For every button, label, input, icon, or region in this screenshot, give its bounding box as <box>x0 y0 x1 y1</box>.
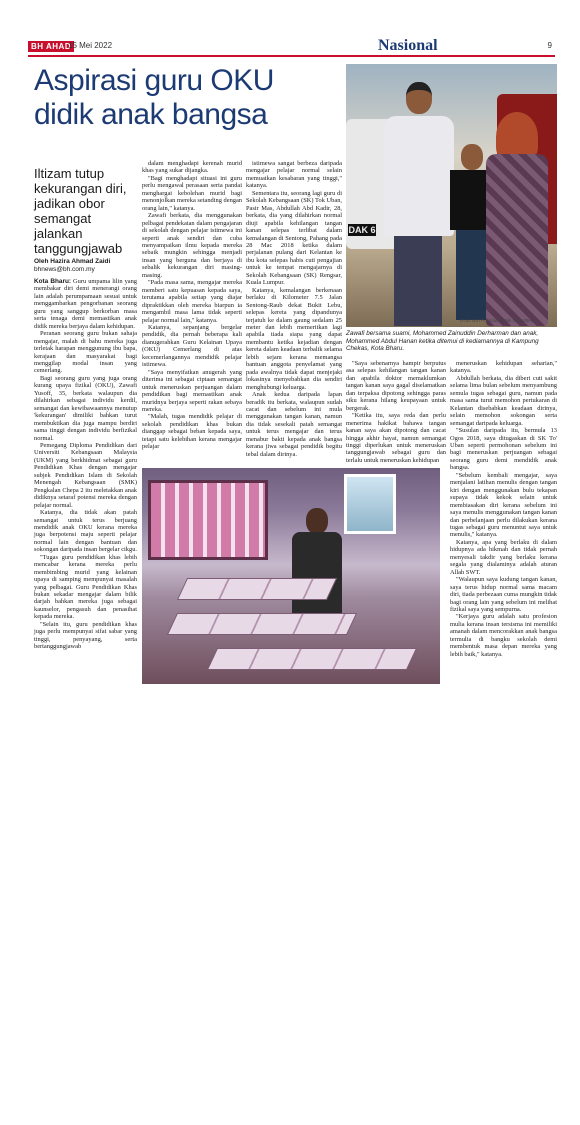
article-column-3 <box>246 160 342 460</box>
masthead <box>28 39 555 57</box>
article-paragraph: "Tugas guru pendidikan khas lebih mencabar kerana mereka perlu membimbing murid yang kelainan upaya di samping mempunyai masalah yang pelbagai. Guru Pendidikan Khas bukan sekadar mengajar dalam bilik darjah bahkan mereka juga sebagai kaunselor, pengasuh dan penasihat kepada mereka. <box>34 553 137 621</box>
teacher-figure <box>292 508 342 618</box>
article-column-5 <box>450 360 557 693</box>
top-photo-caption: Zawafi bersama suami, Mohammed Zainuddin Derharman dan anak, Mohammed Abdul Hanan ketika ditemui di kediamannya di Kampung Chekas, Kota Bharu. <box>346 330 539 353</box>
article-paragraph: "Malah, tugas mendidik pelajar di sekolah pendidikan khas bukan dianggap sebagai beban kepada saya, tetapi satu kelebihan kerana mengajar pelajar <box>142 413 242 451</box>
bottom-photo-caption: Abdullah tidak kekok ditugaskan sebagai guru bertugas menggunakan sebelah tangan di SK To' Uban, Pasir Mas. <box>482 1096 572 1125</box>
headline-line-2: didik anak bangsa <box>34 98 268 131</box>
article-column-1 <box>34 278 137 693</box>
article-paragraph: "Ketika itu, saya reda dan perlu menerima hakikat bahawa tangan kanan saya akan dipotong dan cacat hingga akhir hayat, namun semangat tinggi diperlukan untuk meneruskan tanggungjawab sebagai guru dan terlalu untuk meneruskan kehidupan <box>346 412 446 464</box>
article-paragraph: Kota Bharu: Guru umpama lilin yang membakar diri demi menerangi orang lain adalah perumpamaan sesuai untuk menggambarkan pengorbanan seorang guru yang sanggup berkorban masa serta tenaga demi memastikan anak didik mereka berjaya dalam kehidupan. <box>34 278 138 330</box>
newspaper-logo: BH AHAD <box>28 41 74 52</box>
article-paragraph: "Walaupun saya kudung tangan kanan, saya terus hidup normal sama macam diri, tiada perbezaan cuma mungkin tidak bagi orang lain yang sebelum ini melihat fizikal saya yang sempurna. <box>450 576 557 613</box>
headline-line-1: Aspirasi guru OKU <box>34 64 274 97</box>
section-title: Nasional <box>378 37 438 54</box>
article-paragraph: Peranan seorang guru bukan sahaja mengajar, malah di bahu mereka juga terletak harapan menggunung ibu bapa, kerajaan dan masyarakat bagi menggilap modal insan yang cemerlang. <box>34 330 137 375</box>
article-paragraph: Katanya, sepanjang bergelar pendidik, dia pernah beberapa kali dianugerahkan Guru Kelainan Upaya (OKU) Cemerlang di atas kecemerlangannya mendidik pelajar istimewa. <box>142 323 242 369</box>
article-paragraph: Bagi seorang guru yang juga orang kurang upaya fizikal (OKU), Zawafi Yusoff, 35, berkata walaupun dia dilahirkan sebagai individu kerdil, semangat dan kewibawaannya menutup 'kekurangan' dimiliki bahkan turut membuktikan dia juga mampu berdiri sama tinggi dengan individu berfizikal normal. <box>34 374 137 442</box>
article-paragraph: meneruskan kehidupan seharian," katanya. <box>450 360 557 375</box>
article-paragraph: "Susulan daripada itu, bermula 13 Ogos 2018, saya ditugaskan di SK To' Uban seperti permohonan sebelum ini bagi meneruskan perjuangan sebagai seorang guru demi mendidik anak bangsa. <box>450 427 557 472</box>
article-subheading: Iltizam tutup kekurangan diri, jadikan obor semangat jalankan tanggungjawab <box>34 166 127 256</box>
article-paragraph: Katanya, apa yang berlaku di dalam hidupnya ada hikmah dan tidak pernah menyesali takdir yang berlaku kerana segala yang dialaminya adalah aturan Allah SWT. <box>450 538 557 576</box>
article-paragraph: Pemegang Diploma Pendidikan dari Universiti Kebangsaan Malaysia (UKM) yang berkhidmat sebagai guru Pendidikan Khas dengan mengajar subjek Pendidikan Islam di Sekolah Menengah Kebangsaan (SMK) Pengkalan Chepa 2 itu meletakkan anak didiknya setaraf potensi mereka dengan pelajar normal. <box>34 441 137 509</box>
article-paragraph: "Pada masa sama, mengajar mereka memberi satu kepuasan kepada saya, terutama apabila setiap yang diajar dipraktikkan oleh mereka biarpun ia mengambil masa lama tidak seperti pelajar normal lain," katanya. <box>142 279 242 324</box>
article-paragraph: Anak kedua daripada lapan beradik itu berkata, walaupun sudah cacat dan sebelum ini mula menggunakan tangan kanan, namun dia tidak sesekali patah semangat untuk terus mengajar dan terus menabur bakti kepada anak bangsa kerana jiwa sebagai pendidik begitu tebal dalam dirinya. <box>246 391 342 458</box>
desk-row <box>207 648 417 670</box>
article-paragraph: "Saya menyifatkan anugerah yang diterima ini sebagai ciptaan semangat untuk meneruskan perjuangan dalam pendidikan bagi memastikan anak muridnya berjaya seperti rakan sebaya mereka. <box>142 368 242 413</box>
article-paragraph: istimewa sangat berbeza daripada mengajar pelajar normal selain memuatkan kesabaran yang tinggi," katanya. <box>246 160 342 190</box>
woman-figure <box>486 104 548 327</box>
article-paragraph: "Bagi menghadapi situasi ini guru perlu mengawal perasaan serta pandai menghargai kebolehan murid bagi menonjolkan mereka setanding dengan orang lain," katanya. <box>142 174 242 212</box>
article-paragraph: Zawafi berkata, dia menggunakan pelbagai pendekatan dalam pengajaran di sekolah dengan pelajar istimewa ini seperti anak sendiri dan cuba menyampaikan ilmu kepada mereka sebaik mungkin sehingga menjadi insan yang berguna dan berjaya di sebalik kekurangan diri masing-masing. <box>142 212 242 279</box>
author-name: Oleh Hazira Ahmad Zaidi <box>34 258 111 265</box>
car-plate: DAK 6 <box>348 225 376 235</box>
publication-date: 15 Mei 2022 <box>68 41 113 50</box>
article-column-2 <box>142 160 242 460</box>
page-number: 9 <box>547 41 552 50</box>
classroom-board <box>148 480 268 560</box>
family-photo <box>346 64 557 327</box>
byline <box>34 258 134 274</box>
man-figure <box>384 82 454 327</box>
article-paragraph: Katanya, kemalangan berkenaan berlaku di Kilometer 7.5 Jalan Sentong-Raub dekat Bukit Lebu, selepas kereta yang dipandunya terjatuh ke dalam gaung sedalam 25 meter dan lebih memeritkan lagi apabila tiada siapa yang dapat membantu ketika kejadian dengan kereta dalam keadaan terbalik selama lebih sejam kerana memangsa bantuan anggota penyelamat yang pada awalnya tidak dapat menjejaki lokasinya menyebabkan dia sendiri menghubungi keluarga. <box>246 286 342 391</box>
article-paragraph: Katanya, dia tidak akan patah semangat untuk terus berjuang mendidik anak OKU kerana mereka juga berpotensi maju seperti pelajar normal lain dengan bantuan dan sokongan daripada insan bergelar cikgu. <box>34 509 137 554</box>
desk-row <box>177 578 337 600</box>
article-headline <box>34 64 344 132</box>
article-paragraph: "Sebelum kembali mengajar, saya menjalani latihan menulis dengan tangan kiri dengan menggunakan bulu tekapan supaya tidak kekok selain untuk membiasakan diri kerana sebelum ini saya menulis menggunakan tangan kanan dan perbelanjaan perlu dilakukan kerana tugas sebagai guru menuntut saya untuk menulis," katanya. <box>450 471 557 539</box>
desk-row <box>167 613 357 635</box>
article-paragraph: "Saya sebenarnya hampir berputus asa selepas kehilangan tangan kanan dan apabila doktor memaklumkan tangan kanan saya gagal diselamatkan dan terpaksa dipotong sehingga paras siku kerana hilang keupayaan untuk bergerak. <box>346 360 446 412</box>
article-paragraph: Sementara itu, seorang lagi guru di Sekolah Kebangsaan (SK) Tok Uban, Pasir Mas, Abdullah Abd Kadir, 28, berkata, dia yang dilahirkan normal diuji apabila kehilangan tangan kanan selepas terlibat dalam kemalangan di Sentong, Pahang pada 28 Mac 2018 ketika dalam perjalanan pulang dari Kelantan ke ibu kota selepas habis cuti pengajian untuk ke tempat mengajarnya di Sekolah Kebangsaan (SK) Rengsar, Kuala Lumpur. <box>246 189 342 287</box>
article-column-4 <box>346 360 446 470</box>
article-paragraph: Abdullah berkata, dia diberi cuti sakit selama lima bulan sebelum menyambung semula tugas sebagai guru, namun pada masa sama turut memohon pertukaran di Kelantan disebabkan keadaan dirinya, selain memohon sokongan serta semangat daripada keluarga. <box>450 374 557 427</box>
article-paragraph: dalam menghadapi kerenah murid khas yang sukar dijangka. <box>142 160 242 175</box>
article-paragraph: "Kerjaya guru adalah satu profesion mulia kerana insan tersisma ini memiliki amanah dalam mencorakkan anak bangsa termulia di bangku sekolah demi membentuk masa depan mereka yang lebih baik," katanya. <box>450 613 557 658</box>
article-paragraph: "Selain itu, guru pendidikan khas juga perlu mempunyai sifat sabar yang tinggi, penyayang, serta bertanggungjawab <box>34 620 137 651</box>
photo-credit: (Foto NSTP/Abdullah Nik Omar/BH) <box>460 318 534 323</box>
author-email: bhnews@bh.com.my <box>34 266 95 273</box>
classroom-window <box>344 474 396 534</box>
